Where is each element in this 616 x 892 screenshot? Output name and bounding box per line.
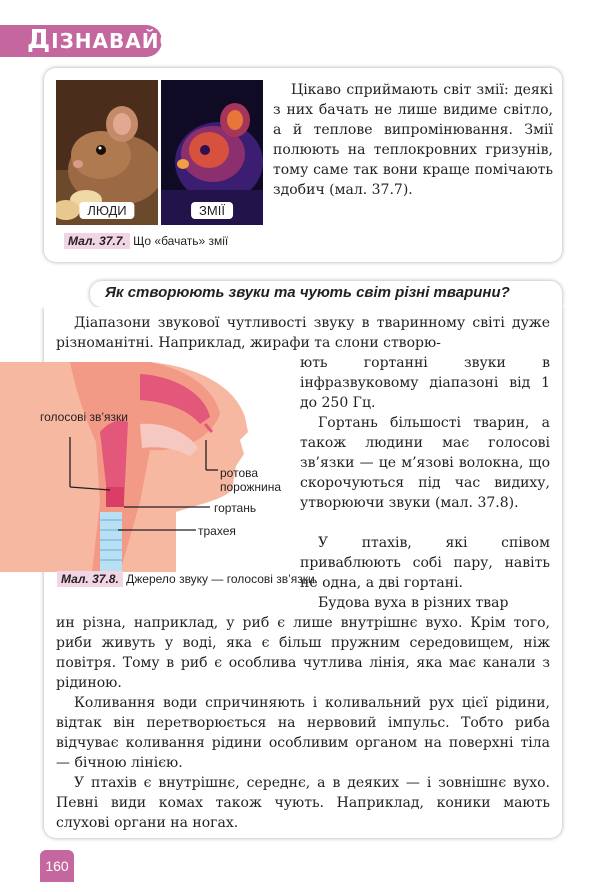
banner-title: ІЗНАВАЙСЯ bbox=[51, 29, 192, 53]
paragraph-3: У птахів, які співом приваблюють собі пару, навіть не одна, а дві гортані. bbox=[300, 535, 550, 591]
figure-caption-tag: Мал. 37.7. bbox=[64, 233, 130, 249]
label-larynx: гортань bbox=[214, 501, 257, 515]
label-oral-cavity: ротова порожнина bbox=[220, 466, 282, 494]
label-vocal-cords: голосові зв’язки bbox=[40, 410, 129, 424]
mouse-photo-snake-vision bbox=[161, 80, 263, 225]
paragraph-1-side: ють гортанні звуки в інфразвуковому діапазоні від 1 до 250 Гц. bbox=[300, 355, 550, 411]
figure-caption-text: Що «бачать» змії bbox=[133, 234, 229, 248]
figure-caption-37-8 bbox=[57, 572, 316, 587]
banner-first-letter: Д bbox=[27, 25, 52, 55]
paragraph-2: Гортань більшості тварин, а також людини має голосові зв’язки — це м’язові волокна, що скорочуються під час видиху, утворюючи звуки (мал. 37.8). bbox=[300, 415, 550, 511]
section-banner bbox=[0, 25, 192, 57]
paragraph-4-full: ин різна, наприклад, у риб є лише внутрішнє вухо. Крім того, риби живуть у воді, яка є більш пружним середовищем, ніж повітря. Тому в риб є особлива чутлива лінія, яка має канали з рідиною. bbox=[56, 615, 550, 691]
mouse-photo-human-vision bbox=[56, 80, 158, 225]
paragraph-6: У птахів є внутрішнє, середнє, а в деяких — і зовнішнє вухо. Певні види комах також чують. Наприклад, коники мають слухові органи на ногах. bbox=[56, 775, 550, 831]
snake-info-text: Цікаво сприймають світ змії: деякі з них бачать не лише видиме світло, а й теплове випромінювання. Змії полюють на теплокровних гризунів, тому саме так вони краще помічають здобич (мал. 37.7). bbox=[273, 82, 553, 198]
figure-caption-37-7 bbox=[64, 234, 228, 248]
throat-anatomy-figure bbox=[0, 362, 300, 572]
section-question-text: Як створюють звуки та чують світ різні тварини? bbox=[105, 284, 510, 301]
paragraph-4-side: Будова вуха в різних твар bbox=[318, 595, 509, 611]
photo-label-human: ЛЮДИ bbox=[79, 202, 134, 219]
label-trachea: трахея bbox=[198, 524, 236, 538]
figure-caption-tag: Мал. 37.8. bbox=[57, 571, 123, 587]
page-number: 160 bbox=[40, 850, 74, 882]
photo-label-snake: ЗМІЇ bbox=[191, 202, 233, 219]
paragraph-1-full: Діапазони звукової чутливості звуку в тваринному світі дуже різноманітні. Наприклад, жирафи та слони створю- bbox=[56, 315, 550, 351]
snake-info-box bbox=[44, 68, 562, 262]
paragraph-5: Коливання води спричиняють і коливальний рух цієї рідини, відтак він перетворюється на нервовий імпульс. Тобто риба відчуває коливання рідини особливим органом на поверхні тіла — бічною лінією. bbox=[56, 695, 550, 771]
figure-caption-text: Джерело звуку — голосові зв’язки bbox=[126, 572, 315, 586]
section-question bbox=[90, 281, 562, 307]
